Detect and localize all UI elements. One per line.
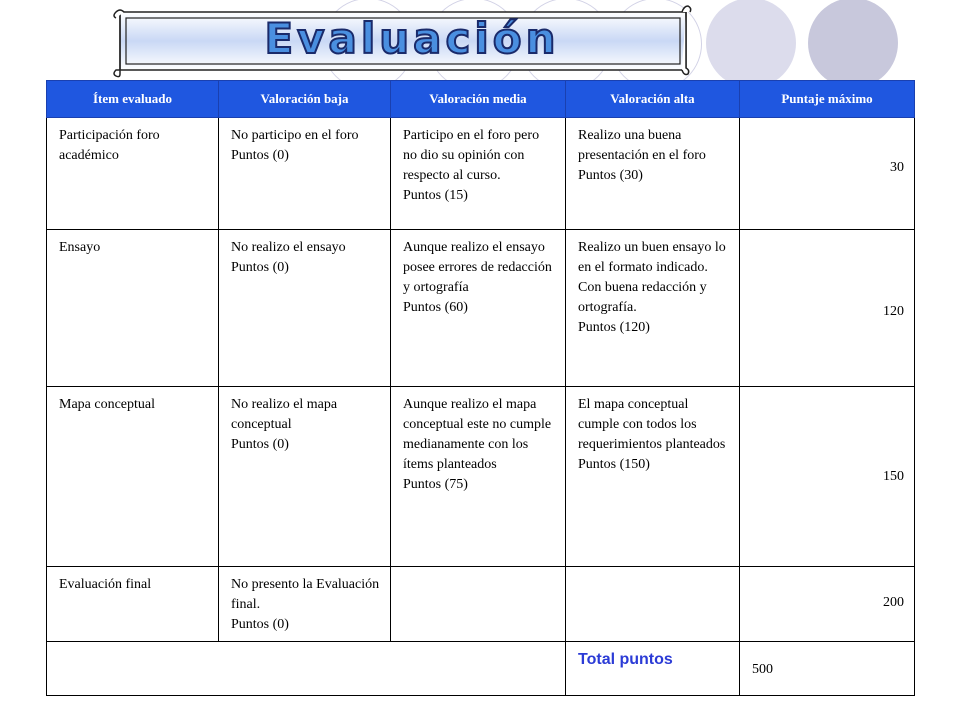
title-scroll-banner <box>112 4 692 78</box>
cell-max <box>740 118 915 230</box>
cell-alta: Realizo una buena presentación en el foro Puntos (30) <box>566 118 740 230</box>
total-label-cell <box>566 642 740 696</box>
max-value: 30 <box>890 160 904 175</box>
max-value: 200 <box>883 595 904 610</box>
total-value: 500 <box>752 662 773 677</box>
table-row <box>47 118 915 230</box>
max-value: 120 <box>883 304 904 319</box>
header-baja: Valoración baja <box>219 81 391 118</box>
cell-item: Evaluación final <box>47 567 219 642</box>
evaluation-rubric-table <box>46 80 915 696</box>
total-value-cell <box>740 642 915 696</box>
cell-alta: El mapa conceptual cumple con todos los requerimientos planteados Puntos (150) <box>566 387 740 567</box>
cell-item: Participación foro académico <box>47 118 219 230</box>
total-spacer <box>47 642 566 696</box>
cell-baja: No realizo el mapa conceptual Puntos (0) <box>219 387 391 567</box>
cell-baja: No participo en el foro Puntos (0) <box>219 118 391 230</box>
cell-max <box>740 387 915 567</box>
cell-media: Aunque realizo el mapa conceptual este no cumple medianamente con los ítems planteados Puntos (75) <box>391 387 566 567</box>
table-row <box>47 387 915 567</box>
cell-alta <box>566 567 740 642</box>
cell-item: Ensayo <box>47 230 219 387</box>
table-row <box>47 230 915 387</box>
header-media: Valoración media <box>391 81 566 118</box>
cell-baja: No presento la Evaluación final. Puntos (0) <box>219 567 391 642</box>
cell-item: Mapa conceptual <box>47 387 219 567</box>
cell-baja: No realizo el ensayo Puntos (0) <box>219 230 391 387</box>
cell-max <box>740 230 915 387</box>
max-value: 150 <box>883 469 904 484</box>
header-item: Ítem evaluado <box>47 81 219 118</box>
header-alta: Valoración alta <box>566 81 740 118</box>
total-label: Total puntos <box>578 651 673 668</box>
total-row <box>47 642 915 696</box>
header-max: Puntaje máximo <box>740 81 915 118</box>
cell-media: Aunque realizo el ensayo posee errores de redacción y ortografía Puntos (60) <box>391 230 566 387</box>
cell-media: Participo en el foro pero no dio su opinión con respecto al curso. Puntos (15) <box>391 118 566 230</box>
table-row <box>47 567 915 642</box>
cell-max <box>740 567 915 642</box>
decor-circle-5 <box>706 0 796 88</box>
page-title: Evaluación <box>264 14 560 63</box>
cell-media <box>391 567 566 642</box>
decor-circle-6 <box>808 0 898 88</box>
cell-alta: Realizo un buen ensayo lo en el formato indicado. Con buena redacción y ortografía. Puntos (120) <box>566 230 740 387</box>
table-header-row <box>47 81 915 118</box>
